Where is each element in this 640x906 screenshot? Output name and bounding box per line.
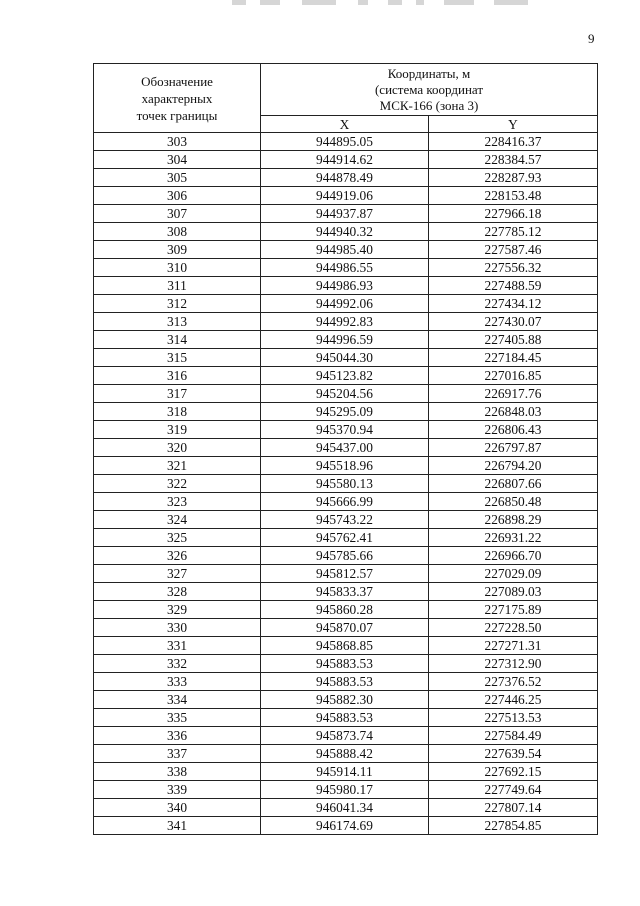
point-cell: 305 [94,169,261,187]
y-cell: 228153.48 [429,187,598,205]
point-cell: 333 [94,673,261,691]
x-cell: 945044.30 [261,349,429,367]
y-cell: 227584.49 [429,727,598,745]
x-cell: 944937.87 [261,205,429,223]
y-cell: 227430.07 [429,313,598,331]
point-cell: 313 [94,313,261,331]
x-cell: 944986.93 [261,277,429,295]
x-cell: 945882.30 [261,691,429,709]
table-row [94,511,598,529]
table-row [94,295,598,313]
table-row [94,565,598,583]
point-cell: 331 [94,637,261,655]
y-cell: 227692.15 [429,763,598,781]
y-cell: 227488.59 [429,277,598,295]
y-cell: 227749.64 [429,781,598,799]
x-cell: 944914.62 [261,151,429,169]
x-cell: 944992.06 [261,295,429,313]
x-cell: 945868.85 [261,637,429,655]
x-cell: 945914.11 [261,763,429,781]
x-cell: 945870.07 [261,619,429,637]
y-cell: 227029.09 [429,565,598,583]
table-row [94,349,598,367]
table-row [94,133,598,151]
x-cell: 945883.53 [261,673,429,691]
y-cell: 227434.12 [429,295,598,313]
table-row [94,547,598,565]
y-cell: 227513.53 [429,709,598,727]
x-cell: 944986.55 [261,259,429,277]
y-cell: 227089.03 [429,583,598,601]
x-cell: 944996.59 [261,331,429,349]
x-cell: 945437.00 [261,439,429,457]
y-cell: 227271.31 [429,637,598,655]
point-cell: 308 [94,223,261,241]
y-column-header: Y [429,116,598,133]
point-cell: 319 [94,421,261,439]
y-cell: 227587.46 [429,241,598,259]
table-row [94,313,598,331]
x-cell: 946041.34 [261,799,429,817]
point-cell: 341 [94,817,261,835]
table-row [94,763,598,781]
x-cell: 944895.05 [261,133,429,151]
point-cell: 304 [94,151,261,169]
x-cell: 944985.40 [261,241,429,259]
y-cell: 226807.66 [429,475,598,493]
table-row [94,601,598,619]
table-body [94,133,598,835]
point-cell: 312 [94,295,261,313]
point-cell: 307 [94,205,261,223]
y-cell: 226917.76 [429,385,598,403]
table-header-row [94,64,598,116]
x-cell: 945518.96 [261,457,429,475]
table-row [94,727,598,745]
scan-artifact [232,0,552,8]
x-cell: 945204.56 [261,385,429,403]
table-row [94,673,598,691]
x-cell: 944919.06 [261,187,429,205]
table-row [94,529,598,547]
y-cell: 227854.85 [429,817,598,835]
table-row [94,781,598,799]
x-cell: 944878.49 [261,169,429,187]
y-cell: 227376.52 [429,673,598,691]
point-cell: 328 [94,583,261,601]
y-cell: 227556.32 [429,259,598,277]
table-row [94,187,598,205]
x-cell: 945762.41 [261,529,429,547]
table-row [94,151,598,169]
y-cell: 228287.93 [429,169,598,187]
x-cell: 945743.22 [261,511,429,529]
point-cell: 316 [94,367,261,385]
point-cell: 321 [94,457,261,475]
y-cell: 227405.88 [429,331,598,349]
y-cell: 226848.03 [429,403,598,421]
y-cell: 226898.29 [429,511,598,529]
table-row [94,421,598,439]
point-cell: 323 [94,493,261,511]
point-cell: 329 [94,601,261,619]
table-row [94,241,598,259]
x-cell: 945980.17 [261,781,429,799]
x-cell: 945883.53 [261,709,429,727]
point-cell: 324 [94,511,261,529]
table-row [94,223,598,241]
y-cell: 227446.25 [429,691,598,709]
y-cell: 226806.43 [429,421,598,439]
table-row [94,691,598,709]
point-cell: 326 [94,547,261,565]
x-cell: 945123.82 [261,367,429,385]
y-cell: 226797.87 [429,439,598,457]
point-cell: 335 [94,709,261,727]
point-cell: 314 [94,331,261,349]
point-cell: 315 [94,349,261,367]
point-cell: 334 [94,691,261,709]
table-row [94,493,598,511]
table-row [94,169,598,187]
point-cell: 338 [94,763,261,781]
point-cell: 330 [94,619,261,637]
table-row [94,817,598,835]
point-cell: 317 [94,385,261,403]
point-cell: 303 [94,133,261,151]
y-cell: 228384.57 [429,151,598,169]
x-cell: 945888.42 [261,745,429,763]
point-cell: 325 [94,529,261,547]
x-column-header: X [261,116,429,133]
table-row [94,367,598,385]
table-row [94,475,598,493]
point-designation-header: Обозначение характерных точек границы [94,64,261,133]
y-cell: 226966.70 [429,547,598,565]
x-cell: 945370.94 [261,421,429,439]
table-row [94,583,598,601]
point-cell: 320 [94,439,261,457]
point-cell: 306 [94,187,261,205]
y-cell: 226850.48 [429,493,598,511]
point-cell: 332 [94,655,261,673]
x-cell: 945833.37 [261,583,429,601]
y-cell: 227228.50 [429,619,598,637]
table-row [94,205,598,223]
table-row [94,709,598,727]
y-cell: 227184.45 [429,349,598,367]
point-cell: 311 [94,277,261,295]
coordinates-table [93,63,598,835]
y-cell: 228416.37 [429,133,598,151]
point-cell: 327 [94,565,261,583]
table-row [94,799,598,817]
point-cell: 318 [94,403,261,421]
y-cell: 227807.14 [429,799,598,817]
table-row [94,385,598,403]
y-cell: 227175.89 [429,601,598,619]
x-cell: 945666.99 [261,493,429,511]
y-cell: 226931.22 [429,529,598,547]
point-cell: 339 [94,781,261,799]
y-cell: 227966.18 [429,205,598,223]
x-cell: 945580.13 [261,475,429,493]
point-cell: 322 [94,475,261,493]
point-cell: 309 [94,241,261,259]
table-row [94,655,598,673]
y-cell: 227639.54 [429,745,598,763]
coordinates-header: Координаты, м (система координат МСК-166 (зона 3) [261,64,598,116]
table-row [94,259,598,277]
x-cell: 944940.32 [261,223,429,241]
point-cell: 337 [94,745,261,763]
point-cell: 310 [94,259,261,277]
table-row [94,457,598,475]
x-cell: 945873.74 [261,727,429,745]
x-cell: 945860.28 [261,601,429,619]
table-row [94,745,598,763]
x-cell: 945785.66 [261,547,429,565]
x-cell: 946174.69 [261,817,429,835]
x-cell: 945812.57 [261,565,429,583]
table-row [94,619,598,637]
table-row [94,637,598,655]
point-cell: 336 [94,727,261,745]
x-cell: 944992.83 [261,313,429,331]
table-row [94,439,598,457]
table-row [94,403,598,421]
point-cell: 340 [94,799,261,817]
y-cell: 227312.90 [429,655,598,673]
x-cell: 945883.53 [261,655,429,673]
table-row [94,331,598,349]
x-cell: 945295.09 [261,403,429,421]
y-cell: 226794.20 [429,457,598,475]
y-cell: 227785.12 [429,223,598,241]
y-cell: 227016.85 [429,367,598,385]
page-number: 9 [588,31,595,46]
table-row [94,277,598,295]
